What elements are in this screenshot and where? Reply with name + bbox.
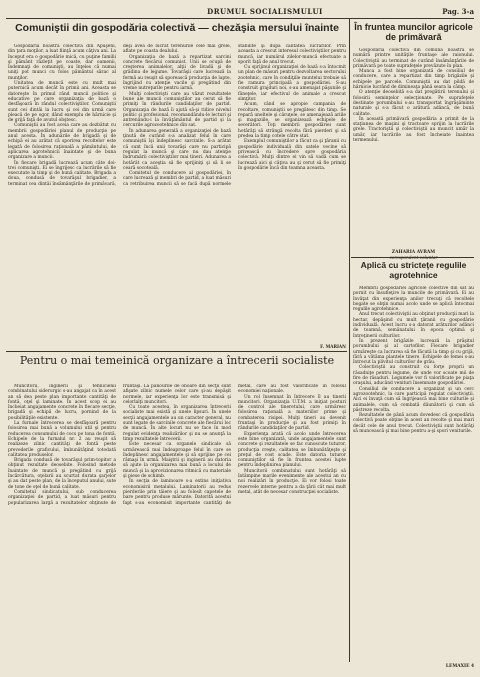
article-paragraph: Este necesar ca organele sindicale să urmărească mai îndeaproape felul în care se îndeplinesc angajamentele şi să sprijine pe cei rămaşi în urmă. Maiştrii şi inginerii au datoria să ajute la organizarea mai bună a locului de muncă şi la aprovizionarea ritmică cu materiale şi piese de schimb. [123,442,231,480]
article-paragraph: În adunarea generală a organizaţiei de bază ţinută de curând s-a analizat felul în care comuniştii îşi îndeplinesc sarcinile. S-a arătat că sunt încă unii tovarăşi care nu participă regulat la muncă şi care nu dau atenţie îndrumării colectiviştilor mai tineri. Adunarea a hotărât ca aceştia să fie sprijiniţi şi să li se ceară socoteală. [123,128,231,171]
newspaper-page [6,4,474,672]
article-paragraph: Consiliul de conducere a organizat şi un cerc agrozootehnic, la care participă regulat colectiviştii. Aici ei învaţă cum să îngrijească mai bine culturile şi animalele, cum să combată dăunătorii şi cum să păstreze recolta. [353,386,474,413]
header-rule [6,18,474,19]
article-paragraph: În fiecare brigadă lucrează acum câte doi-trei comunişti. Ei se îngrijesc ca lucrările să fie executate la timp şi de bună calitate. Brigada a doua, condusă de tovarăşul brigadier, a terminat cea dintâi însămânţările de primăvară, deşi avea de lucrat terenurile cele mai grele, aflate pe coasta dealului. [8,44,231,187]
article-paragraph: Gospodăria colectivă din comuna noastră se numără printre unităţile fruntaşe ale raionului. Colectiviştii au terminat de curând însămânţările de primăvară pe toate suprafeţele prevăzute în plan. [353,48,474,69]
article-paragraph: În prezent brigăzile lucrează la prăşitul porumbului şi al cartofilor. Fiecare brigadier urmăreşte ca lucrarea să fie făcută la timp şi cu grijă, fără a vătăma plantele tinere. Echipele de femei s-au întrecut la plivitul culturilor de grâu. [353,338,474,366]
article-paragraph: Organizaţia de bază a repartizat sarcini concrete fiecărui comunist. Unii se ocupă de creşterea animalelor, alţii de livadă şi de grădina de legume. Tovarăşii care lucrează la fermă au reuşit să sporească producţia de lapte, îngrijind cu atenţie vacile şi pregătind din vreme nutreţurile pentru iarnă. [123,54,231,92]
right-top-article-body [353,48,474,244]
article-paragraph: Membrii gospodăriei agricole colective din sat au pornit cu însufleţire la muncile de primăvară. Ei au învăţat din experienţa anilor trecuţi că recoltele bogate se obţin numai acolo unde se aplică întocmai regulile agrotehnice. [353,286,474,313]
bottom-article-body [8,384,346,662]
main-article-body [8,44,346,342]
right-bottom-article-body [353,286,474,660]
page-number: Pag. 3-a [442,6,474,16]
article-paragraph: Exemplul comuniştilor a făcut ca şi ţăranii cu gospodărie individuală din satele vecine să privească cu încredere spre gospodăria colectivă. Mulţi dintre ei vin să vadă cum se lucrează aici şi câţiva au şi cerut să fie primiţi în gospodărie încă din toamna aceasta. [238,139,346,171]
right-top-article-title: În fruntea muncilor agricole de primăvară [354,22,473,42]
article-paragraph: Experienţa arată că acolo unde întrecerea este bine organizată, unde angajamentele sunt concrete şi rezultatele se fac cunoscute tuturor, producţia creşte, calitatea se îmbunătăţeşte şi preţul de cost scade. Este datoria tuturor comuniştilor să fie în fruntea acestei lupte pentru îndeplinirea planului. [238,431,346,469]
article-paragraph: Gospodăria noastră colectivă din Apuşeni, din ţara moţilor, a luat fiinţă acum câţiva ani. La început era o gospodărie mică, cu puţine familii şi pământ răzleţit pe coaste, dar oamenii, îndemnaţi de comunişti, au înţeles că numai uniţi pot munci cu folos pământul sărac al munţilor. [8,44,116,81]
article-paragraph: Un rol însemnat în întrecere îl au tinerii muncitori. Organizaţia U.T.M. a iniţiat posturi de control ale tineretului, care urmăresc folosirea raţională a materiilor prime şi combaterea risipei. Mulţi tineri au devenit fruntaşi în producţie şi au fost primiţi în rândurile candidaţilor de partid. [238,394,346,432]
signature-name: ZAHARIA AVRAM [391,250,436,255]
article-paragraph: Munca a fost bine organizată de consiliul de conducere, care a repartizat din timp brigăzile şi echipele pe parcele. Comuniştii au dat pildă de hărnicie lucrând de dimineaţa până seara la câmp. [353,69,474,91]
article-paragraph: Comuniştii au fost aceia care au dezbătut cu membrii gospodăriei planul de producţie pe anul acesta. În adunările de brigadă şi de echipă ei au arătat că sporirea recoltelor este legată de folosirea raţională a pământului, de aplicarea agrotehnicii înaintate şi de buna organizare a muncii. [8,123,116,161]
article-paragraph: Muncitorii, inginerii şi tehnicienii combinatului siderurgic s-au angajat ca în acest an să dea peste plan importante cantităţi de fontă, oţel şi laminate. În acest scop ei au încheiat angajamente concrete în fiecare secţie, brigadă şi echipă de lucru, pornind de la posibilităţile existente. [8,384,116,421]
bottom-article-title: Pentru o mai temeinică organizare a întrecerii socialiste [19,354,335,367]
newspaper-title: DRUMUL SOCIALISMULUI [207,6,323,16]
article-paragraph: Unitatea de muncă este cu mult mai puternică acum decât în primii ani. Aceasta se datoreşte în primul rând muncii politice şi educative pe care organizaţia de bază o desfăşoară în rândul colectiviştilor. Comuniştii sunt cei dintâi la lucru şi cei din urmă care pleacă de pe ogor, dând exemplu de hărnicie şi de grijă faţă de avutul obştesc. [8,81,116,124]
right-top-article-signature [353,250,474,260]
column-divider [349,19,350,662]
article-paragraph: În secţia de laminoare s-a extins iniţiativa economisirii metalului. Laminatorii au redus pierderile prin tăiere şi au folosit capetele de bare pentru produse mărunte. Datorită acestui fapt s-au economisit importante cantităţi de metal, care au fost valorificate în folosul economiei naţionale. [123,384,346,506]
article-paragraph: Mulţi colectivişti care au văzut rezultatele bune ale muncii comuniştilor au cerut să fie primiţi în rândurile candidaţilor de partid. Organizaţia de bază îi ajută să-şi ridice nivelul politic şi profesional, recomandându-le lecturi şi antrenându-i la învăţământul de partid şi la cercurile agrozootehnice din sat. [123,91,231,129]
bottom-article-rule [6,351,347,352]
article-paragraph: În această primăvară gospodăria a primit de la staţiunea de maşini şi tractoare sprijin la lucrările grele. Tractoriştii şi colectiviştii au muncit umăr la umăr, iar lucrările au fost încheiate înaintea termenului. [353,116,474,144]
article-paragraph: Anul trecut colectiviştii au obţinut producţii mari la hectar, depăşind cu mult ţăranii cu gospodărie individuală. Acest lucru s-a datorat arăturilor adânci de toamnă, semănatului în epoca optimă şi întreţinerii culturilor. [353,312,474,339]
right-bottom-article-title: Aplică cu stricteţe regulile agrotehnice [360,260,467,280]
signature-role: corespondent voluntar [389,255,438,260]
article-paragraph: Comitetul sindicatului, sub conducerea organizaţiei de partid, a luat măsuri pentru popularizarea largă a rezultatelor obţinute de fruntaşi. La panourile de onoare din secţii sunt afişate zilnic numele celor care şi-au depăşit normele, iar experienţa lor este transmisă şi celorlalţi muncitori. [8,384,231,506]
article-paragraph: La furnale întrecerea se desfăşoară pentru folosirea mai bună a volumului util şi pentru reducerea consumului de cocs pe tona de fontă. Echipele de la furnalul nr. 2 au reuşit să realizeze zilnic cantităţi de fontă peste prevederile graficului, îmbunătăţind totodată calitatea produselor. [8,421,116,458]
article-paragraph: Brigada condusă de tovarăşul prim-topitor a obţinut rezultate deosebite. Folosind metode înaintate de muncă şi pregătind cu grijă încărcătura, oţelarii au scurtat durata şarjelor şi au dat peste plan, de la începutul anului, sute de tone de oţel de bună calitate. [8,458,116,490]
main-article-signature: F. MARIAN [320,344,346,349]
article-paragraph: O atenţie deosebită s-a dat pregătirii terenului şi folosirii seminţelor selecţionate. Pe suprafeţele destinate porumbului s-au transportat îngrăşăminte naturale şi s-a făcut o arătură adâncă, de bună calitate. [353,90,474,117]
article-paragraph: Muncitorii combinatului sunt hotărâţi să întâmpine marile evenimente ale acestui an cu noi realizări în producţie. Ei vor folosi toate rezervele interne pentru a da ţării cât mai mult metal, atât de necesar construcţiei socialiste. [238,468,346,495]
article-paragraph: Cu toate acestea, în organizarea întrecerii socialiste mai există şi unele lipsuri. În unele secţii angajamentele au un caracter general, nu sunt legate de sarcinile concrete ale fiecărui loc de muncă. În alte locuri nu se face în mod regulat evidenţa realizărilor şi nu se anunţă la timp rezultatele întrecerii. [123,405,231,442]
article-paragraph: Comitetul de conducere al gospodăriei, în care lucrează şi membri de partid, a luat măsuri ca retribuirea muncii să se facă după normele stabilite şi după calitatea lucrărilor. Prin aceasta a crescut interesul colectiviştilor pentru muncă, iar numărul zilelor-muncă efectuate a sporit faţă de anul trecut. [123,44,346,187]
main-article-title: Comuniştii din gospodăria colectivă — chezăşia mersului înainte [15,22,339,34]
footer-code: LEMAXIE 4 [445,664,474,669]
page-header [6,4,474,18]
article-paragraph: Acum, când se apropie campania de recoltare, comuniştii se pregătesc din timp. Se repară uneltele şi căruţele, se amenajează ariile şi magaziile, se organizează echipele de secerători. Toţi membrii gospodăriei sunt hotărâţi să strângă recolta fără pierderi şi să predea la timp cotele către stat. [238,102,346,140]
article-paragraph: Colectiviştii au construit cu forţe proprii un răsadniţe pentru legume, de unde vor scoate mii de fire de răsaduri. Legumele vor fi valorificate pe piaţa oraşului, aducând venituri însemnate gospodăriei. [353,365,474,387]
article-paragraph: Cu sprijinul organizaţiei de bază s-a întocmit un plan de măsuri pentru dezvoltarea sectorului zootehnic, care în condiţiile muntelui trebuie să fie ramura principală a gospodăriei. S-au construit grajduri noi, s-au amenajat păşunile şi fâneţele, iar efectivul de animale a crescut simţitor. [238,65,346,102]
right-article-divider [351,257,474,258]
article-paragraph: Rezultatele de până acum dovedesc că gospodăria colectivă poate obţine în acest an recolte şi mai mari decât cele de anul trecut. Colectiviştii sunt hotărâţi să muncească şi mai bine pentru a-şi spori veniturile. [353,413,474,435]
